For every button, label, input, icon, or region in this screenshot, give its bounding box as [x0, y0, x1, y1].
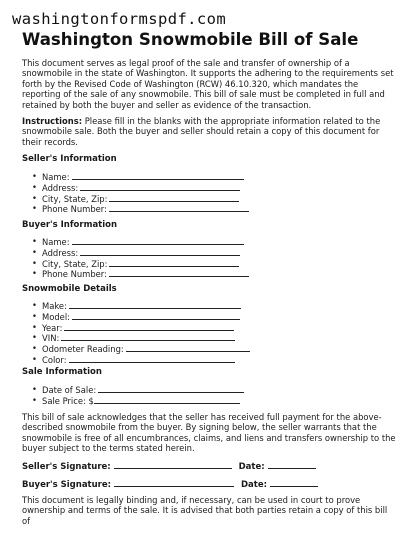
seller-heading: Seller's Information — [22, 154, 117, 164]
fill-in-blank[interactable] — [98, 385, 244, 393]
field-label: VIN: — [42, 333, 60, 344]
buyer-phone-field[interactable] — [22, 269, 249, 280]
buyer-fields — [22, 237, 249, 280]
sale-heading: Sale Information — [22, 367, 102, 377]
buyer-date-blank[interactable] — [270, 478, 318, 487]
seller-phone-field[interactable] — [22, 204, 249, 215]
seller-date-label: Date: — [238, 462, 265, 472]
vin-field[interactable] — [22, 333, 250, 344]
fill-in-blank[interactable] — [80, 183, 240, 191]
instructions-paragraph — [22, 116, 396, 147]
fill-in-blank[interactable] — [72, 237, 244, 245]
snowmobile-fields — [22, 301, 250, 366]
model-field[interactable] — [22, 312, 250, 323]
document-title: Washington Snowmobile Bill of Sale — [22, 30, 359, 49]
instructions-label: Instructions: — [22, 116, 83, 126]
fill-in-blank[interactable] — [109, 204, 249, 212]
year-field[interactable] — [22, 323, 250, 334]
seller-signature-blank[interactable] — [114, 460, 232, 469]
fill-in-blank[interactable] — [72, 172, 244, 180]
field-label: Odometer Reading: — [42, 344, 124, 355]
fill-in-blank[interactable] — [61, 333, 235, 341]
buyer-signature-blank[interactable] — [114, 478, 234, 487]
sale-price-field[interactable] — [22, 396, 244, 407]
seller-date-blank[interactable] — [268, 460, 316, 469]
sale-fields — [22, 385, 244, 407]
seller-signature-label: Seller's Signature: — [22, 462, 111, 472]
make-field[interactable] — [22, 301, 250, 312]
seller-name-field[interactable] — [22, 172, 249, 183]
snowmobile-heading: Snowmobile Details — [22, 284, 117, 294]
field-label: Date of Sale: — [42, 385, 97, 395]
field-label: Year: — [42, 322, 63, 333]
field-label: Phone Number: — [42, 204, 107, 215]
odometer-field[interactable] — [22, 344, 250, 355]
fill-in-blank[interactable] — [109, 269, 249, 277]
fill-in-blank[interactable] — [64, 323, 234, 331]
acknowledgment-paragraph: This bill of sale acknowledges that the seller has received full payment for the above-described snowmobile from the buyer. By signing below, the seller warrants that the snowmobile is free of all encumbrances, claims, and liens and transfers ownership to the buyer subject to the terms stated herein. — [22, 412, 396, 454]
fill-in-blank[interactable] — [72, 312, 240, 320]
field-label: Name: — [42, 237, 70, 247]
fill-in-blank[interactable] — [69, 355, 235, 363]
field-label: Name: — [42, 172, 70, 182]
buyer-name-field[interactable] — [22, 237, 249, 248]
buyer-heading: Buyer's Information — [22, 220, 118, 230]
fill-in-blank[interactable] — [80, 248, 240, 256]
seller-address-field[interactable] — [22, 183, 249, 194]
seller-city-field[interactable] — [22, 194, 249, 205]
site-header: washingtonformspdf.com — [12, 10, 227, 28]
fill-in-blank[interactable] — [126, 344, 250, 352]
field-label: City, State, Zip: — [42, 258, 108, 269]
fill-in-blank[interactable] — [94, 396, 240, 404]
color-field[interactable] — [22, 355, 250, 366]
field-label: Model: — [42, 311, 70, 322]
buyer-address-field[interactable] — [22, 248, 249, 259]
field-label: Phone Number: — [42, 269, 107, 280]
buyer-signature-label: Buyer's Signature: — [22, 480, 112, 490]
field-label: Address: — [42, 247, 79, 258]
field-label: City, State, Zip: — [42, 193, 108, 204]
buyer-signature-line — [22, 478, 318, 490]
field-label: Address: — [42, 182, 79, 193]
instructions-text: Please fill in the blanks with the appropriate information related to the snowmobile sale. Both the buyer and seller should retain a copy of this document for their records. — [22, 116, 381, 147]
buyer-city-field[interactable] — [22, 259, 249, 270]
fill-in-blank[interactable] — [109, 259, 239, 267]
date-of-sale-field[interactable] — [22, 385, 244, 396]
seller-signature-line — [22, 460, 316, 472]
fill-in-blank[interactable] — [109, 194, 239, 202]
field-label: Make: — [42, 301, 67, 311]
field-label: Sale Price: $ — [42, 395, 94, 406]
buyer-date-label: Date: — [240, 480, 267, 490]
seller-fields — [22, 172, 249, 215]
fill-in-blank[interactable] — [69, 301, 241, 309]
intro-paragraph: This document serves as legal proof of the sale and transfer of ownership of a snowmobile in the state of Washington. It supports the adhering to the requirements set forth by the Revised Code of Washington (RCW) 46.10.320, which mandates the reporting of the sale of any snowmobile. This bill of sale must be completed in full and retained by both the buyer and seller as evidence of the transaction. — [22, 58, 394, 110]
field-label: Color: — [42, 354, 67, 365]
closing-paragraph: This document is legally binding and, if necessary, can be used in court to prove ownership and terms of the sale. It is advised that both parties retain a copy of this bill of — [22, 495, 388, 526]
